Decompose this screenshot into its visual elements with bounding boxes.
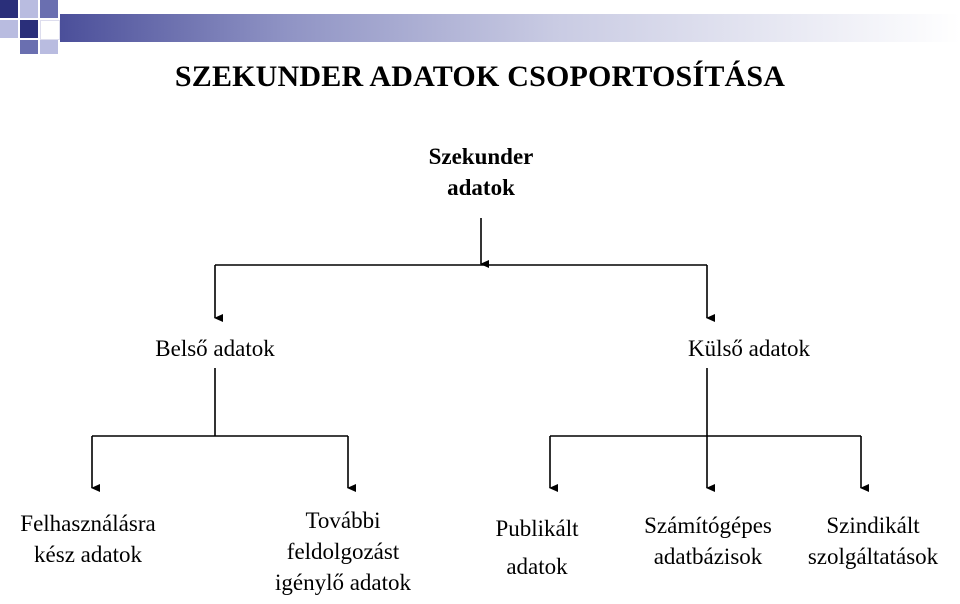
node-secondary-data — [381, 141, 581, 203]
node-syndicated-services — [790, 510, 956, 572]
node-processing-line3: igénylő adatok — [274, 570, 412, 595]
node-published-line1: Publikált — [495, 516, 579, 541]
node-internal-data-label: Belső adatok — [155, 336, 275, 361]
node-needs-processing-data — [250, 505, 436, 598]
node-processing-line1: További — [305, 508, 381, 533]
node-published-line2: adatok — [506, 554, 568, 579]
node-syndicated-line1: Szindikált — [826, 513, 920, 538]
node-syndicated-line2: szolgáltatások — [807, 544, 939, 569]
page-title: SZEKUNDER ADATOK CSOPORTOSÍTÁSA — [174, 60, 786, 93]
node-published-data — [462, 510, 612, 586]
node-internal-data — [115, 333, 315, 364]
node-processing-line2: feldolgozást — [286, 539, 400, 564]
node-ready-line1: Felhasználásra — [20, 511, 156, 536]
node-computer-databases — [616, 510, 800, 572]
node-databases-line2: adatbázisok — [653, 544, 763, 569]
node-external-data-label: Külső adatok — [687, 336, 810, 361]
node-ready-line2: kész adatok — [34, 542, 142, 567]
node-secondary-data-line1: Szekunder — [428, 144, 534, 169]
node-secondary-data-line2: adatok — [447, 175, 515, 200]
node-ready-for-use-data — [0, 508, 176, 570]
node-databases-line1: Számítógépes — [644, 513, 772, 538]
node-external-data — [649, 333, 849, 364]
